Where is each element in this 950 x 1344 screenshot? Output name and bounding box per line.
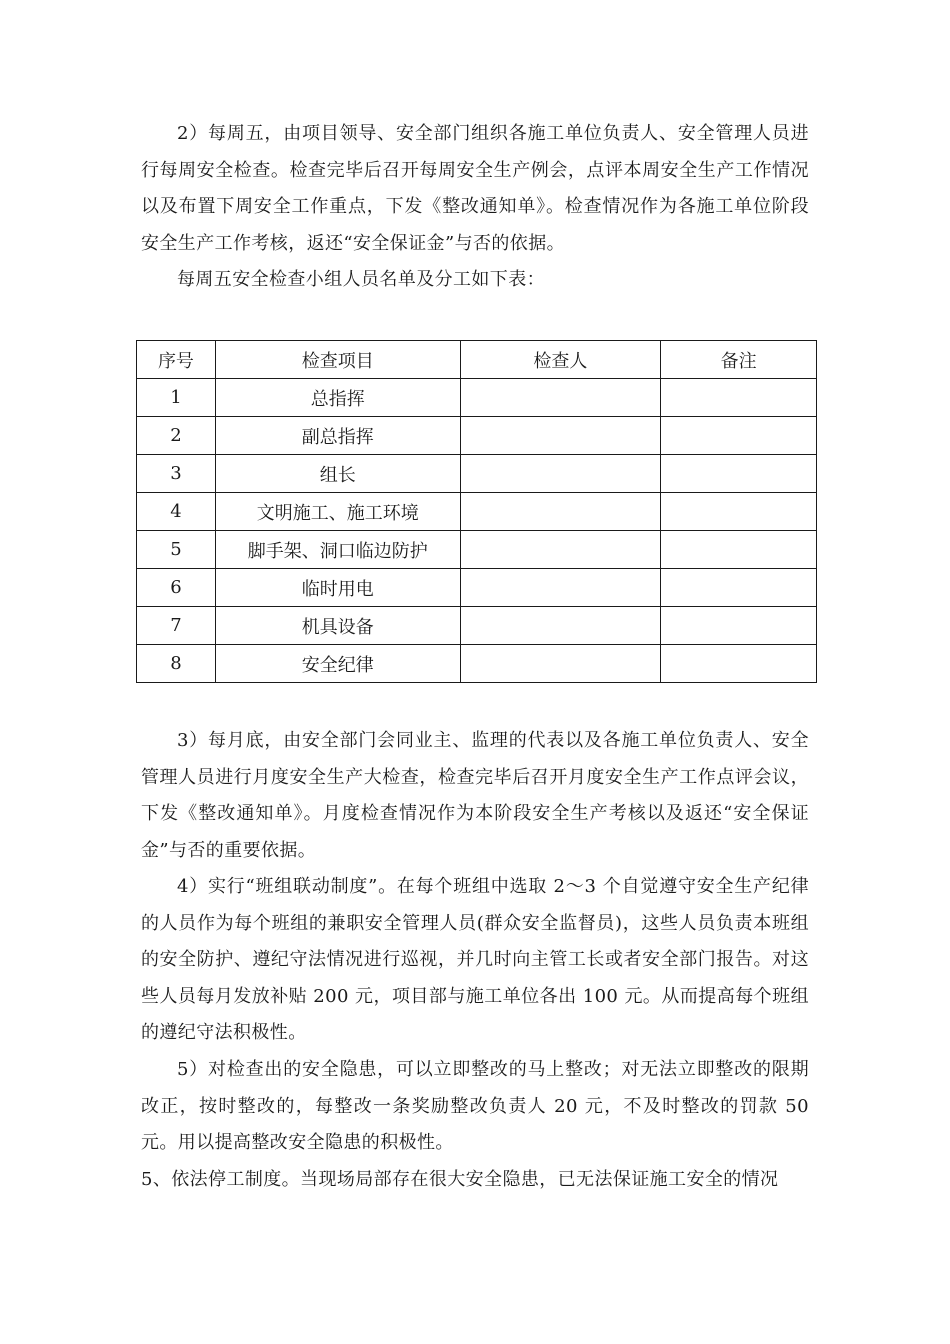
cell-remark	[661, 607, 817, 645]
cell-number: 5	[137, 531, 216, 569]
header-remark: 备注	[661, 341, 817, 379]
cell-remark	[661, 531, 817, 569]
paragraph-table-intro: 每周五安全检查小组人员名单及分工如下表：	[177, 269, 545, 290]
header-item: 检查项目	[215, 341, 460, 379]
paragraph-stop-work-rule: 5、依法停工制度。当现场局部存在很大安全隐患，已无法保证施工安全的情况	[141, 1169, 779, 1190]
cell-inspector	[460, 531, 661, 569]
cell-number: 7	[137, 607, 216, 645]
cell-inspector	[460, 379, 661, 417]
cell-remark	[661, 379, 817, 417]
table-row	[137, 607, 817, 645]
header-number: 序号	[137, 341, 216, 379]
cell-item: 临时用电	[215, 569, 460, 607]
paragraph-rectification: 5）对检查出的安全隐患，可以立即整改的马上整改；对无法立即整改的限期改正，按时整改的，每整改一条奖励整改负责人 20 元，不及时整改的罚款 50 元。用以提高整改安全隐患的积极性。	[141, 1059, 809, 1153]
paragraph-monthly-inspection: 3）每月底，由安全部门会同业主、监理的代表以及各施工单位负责人、安全管理人员进行月度安全生产大检查，检查完毕后召开月度安全生产工作点评会议，下发《整改通知单》。月度检查情况作为本阶段安全生产考核以及返还“安全保证金”与否的重要依据。	[141, 730, 809, 861]
table-row	[137, 569, 817, 607]
table-row	[137, 455, 817, 493]
cell-item: 安全纪律	[215, 645, 460, 683]
cell-inspector	[460, 493, 661, 531]
cell-remark	[661, 417, 817, 455]
table-row	[137, 531, 817, 569]
cell-inspector	[460, 417, 661, 455]
cell-inspector	[460, 645, 661, 683]
paragraph-weekly-inspection: 2）每周五，由项目领导、安全部门组织各施工单位负责人、安全管理人员进行每周安全检查。检查完毕后召开每周安全生产例会，点评本周安全生产工作情况以及布置下周安全工作重点，下发《整改通知单》。检查情况作为各施工单位阶段安全生产工作考核，返还“安全保证金”与否的依据。	[141, 123, 809, 254]
table-row	[137, 379, 817, 417]
inspection-team-table	[136, 340, 817, 683]
cell-remark	[661, 645, 817, 683]
cell-number: 6	[137, 569, 216, 607]
cell-item: 机具设备	[215, 607, 460, 645]
table-row	[137, 417, 817, 455]
cell-remark	[661, 493, 817, 531]
table-header-row	[137, 341, 817, 379]
cell-number: 3	[137, 455, 216, 493]
cell-item: 文明施工、施工环境	[215, 493, 460, 531]
cell-inspector	[460, 455, 661, 493]
cell-number: 1	[137, 379, 216, 417]
cell-number: 8	[137, 645, 216, 683]
table-row	[137, 493, 817, 531]
cell-item: 脚手架、洞口临边防护	[215, 531, 460, 569]
cell-item: 组长	[215, 455, 460, 493]
cell-number: 2	[137, 417, 216, 455]
cell-number: 4	[137, 493, 216, 531]
cell-remark	[661, 569, 817, 607]
cell-item: 副总指挥	[215, 417, 460, 455]
cell-inspector	[460, 569, 661, 607]
paragraph-team-linkage: 4）实行“班组联动制度”。在每个班组中选取 2～3 个自觉遵守安全生产纪律的人员作为每个班组的兼职安全管理人员(群众安全监督员)，这些人员负责本班组的安全防护、遵纪守法情况进行巡视，并几时向主管工长或者安全部门报告。对这些人员每月发放补贴 200 元，项目部与施工单位各出 100 元。从而提高每个班组的遵纪守法积极性。	[141, 876, 809, 1043]
header-inspector: 检查人	[460, 341, 661, 379]
cell-remark	[661, 455, 817, 493]
cell-item: 总指挥	[215, 379, 460, 417]
cell-inspector	[460, 607, 661, 645]
table-row	[137, 645, 817, 683]
